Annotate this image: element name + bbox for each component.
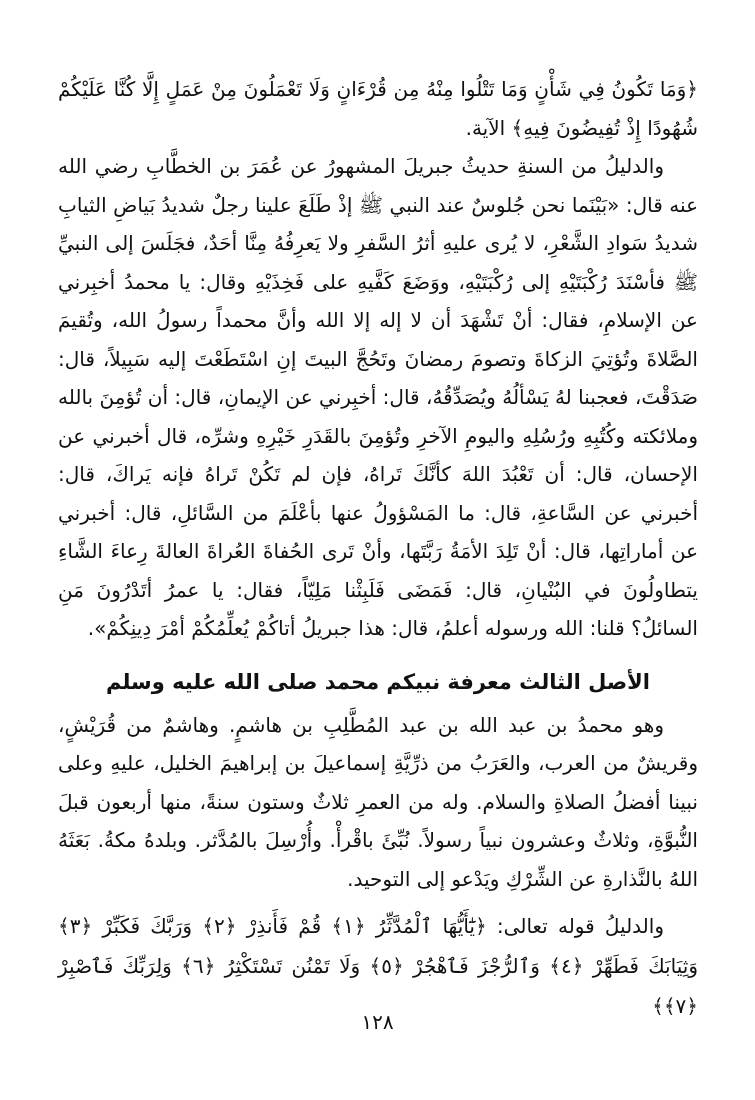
evidence-paragraph	[58, 906, 698, 1026]
paragraph-gap	[58, 898, 698, 906]
quran-verses-muddathir: ﴿يَٰٓأَيُّهَا ٱلْمُدَّثِّرُ ﴿١﴾ قُمْ فَأَنذِرْ ﴿٢﴾ وَرَبَّكَ فَكَبِّرْ ﴿٣﴾ وَثِيَابَكَ فَطَهِّرْ ﴿٤﴾ وَٱلرُّجْزَ فَٱهْجُرْ ﴿٥﴾ وَلَا تَمْنُن تَسْتَكْثِرُ ﴿٦﴾ وَلِرَبِّكَ فَٱصْبِرْ ﴿٧﴾﴾	[58, 914, 698, 1018]
prophet-biography-paragraph: وهو محمدُ بن عبد الله بن عبد المُطَّلِبِ بن هاشمٍ. وهاشمٌ من قُرَيْشٍ، وقريشٌ من العرب، والعَرَبُ من ذرِّيَّةِ إسماعيلَ بن إبراهيمَ الخليل، عليهِ وعلى نبينا أفضلُ الصلاةِ والسلام. وله من العمرِ ثلاثٌ وستون سنةً، منها أربعون قبلَ النُّبوَّةِ، وثلاثٌ وعشرون نبياً رسولاً. نُبِّئَ باقْرأْ. وأُرْسِلَ بالمُدَّثر. وبلدهُ مكةُ. بَعَثَهُ اللهُ بالنَّذارةِ عن الشِّرْكِ ويَدْعو إلى التوحيد.	[58, 712, 698, 891]
evidence-intro: والدليلُ قوله تعالى:	[486, 914, 664, 938]
page-number: ١٢٨	[361, 1010, 394, 1034]
hadith-jibril-paragraph: والدليلُ من السنةِ حديثُ جبريلَ المشهورُ عن عُمَرَ بن الخطَّابِ رضي الله عنه قال: «بَيْنَما نحن جُلوسٌ عند النبي ﷺ إذْ طَلَعَ علينا رجلٌ شديدُ بَياضِ الثيابِ شديدُ سَوادِ الشَّعْرِ، لا يُرى عليهِ أثرُ السَّفرِ ولا يَعرِفُهُ مِنَّا أحَدٌ، فجَلَسَ إلى النبيِّ ﷺ فأسْنَدَ رُكْبَتَيْهِ إلى رُكْبَتَيْهِ، ووَضَعَ كَفَّيهِ على فَخِذَيْهِ وقال: يا محمدُ أخبِرني عن الإسلامِ، فقال: أنْ تَشْهَدَ أن لا إله إلا الله وأنَّ محمداً رسولُ الله، وتُقيمَ الصَّلاةَ وتُؤتِيَ الزكاةَ وتصومَ رمضانَ وتَحُجَّ البيتَ إنِ اسْتَطَعْتَ إليه سَبِيلاً، قال: صَدَقْتَ، فعجبنا لهُ يَسْألُهُ ويُصَدِّقُهُ، قال: أخبِرني عن الإيمانِ، قال: أن تُؤمِنَ بالله وملائكته وكُتُبِهِ ورُسُلِهِ واليومِ الآخرِ وتُؤمِنَ بالقَدَرِ خَيْرِهِ وشرِّه، قال أخبرني عن الإحسان، قال: أن تَعْبُدَ اللهَ كأنَّكَ تَراهُ، فإن لم تَكُنْ تَراهُ فإنه يَراكَ، قال: أخبرني عن السَّاعةِ، قال: ما المَسْؤولُ عنها بأعْلَمَ من السَّائلِ، قال: أخبرني عن أماراتِها، قال: أنْ تَلِدَ الأمَةُ رَبَّتَها، وأنْ تَرى الحُفاةَ العُراةَ العالةَ رِعاءَ الشَّاءِ يتطاولُونَ في البُنْيانِ، قال: فَمَضَى فَلَبِثْنا مَلِيّاً، فقال: يا عمرُ أتَدْرُونَ مَنِ السائلُ؟ قلنا: الله ورسوله أعلمُ، قال: هذا جبريلُ أتاكُمْ يُعلِّمُكُمْ أمْرَ دِينِكُمْ».	[58, 154, 698, 640]
quran-verse-intro: ﴿وَمَا تَكُونُ فِي شَأْنٍ وَمَا تَتْلُوا مِنْهُ مِن قُرْءَانٍ وَلَا تَعْمَلُونَ مِنْ عَمَلٍ إِلَّا كُنَّا عَلَيْكُمْ شُهُودًا إِذْ تُفِيضُونَ فِيهِ﴾ الآية.	[58, 77, 698, 140]
section-heading: الأصل الثالث معرفة نبيكم محمد صلى الله عليه وسلم	[106, 669, 650, 694]
book-page	[58, 70, 698, 1026]
